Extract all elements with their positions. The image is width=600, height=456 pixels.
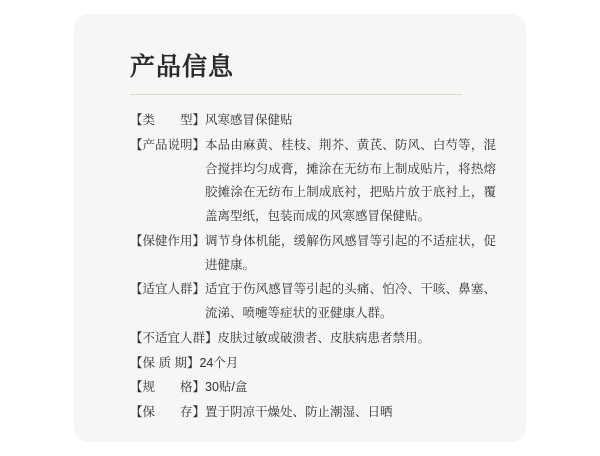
info-row-value: 置于阴凉干燥处、防止潮湿、日晒	[205, 405, 393, 419]
page-title: 产品信息	[130, 53, 235, 81]
info-row	[130, 134, 496, 229]
info-row	[130, 376, 496, 400]
info-row	[130, 401, 496, 425]
info-row	[130, 230, 496, 278]
info-row-label: 【适宜人群】	[130, 282, 206, 297]
info-rows	[130, 109, 496, 425]
info-row-value: 适宜于伤风感冒等引起的头痛、怕冷、干咳、鼻塞、流涕、喷嚏等症状的亚健康人群。	[205, 282, 496, 320]
info-row-label: 【产品说明】	[130, 137, 206, 152]
info-row-label: 【类 型】	[130, 113, 206, 127]
info-row-label: 【保 存】	[130, 405, 206, 419]
info-row	[130, 109, 496, 133]
card-content	[130, 52, 496, 426]
info-row-value: 风寒感冒保健贴	[205, 113, 293, 127]
info-row-label: 【保健作用】	[130, 233, 206, 248]
info-row	[130, 352, 496, 376]
info-row	[130, 278, 496, 326]
info-row-label: 【保 质 期】	[130, 355, 200, 370]
info-row-label: 【规 格】	[130, 380, 206, 395]
info-row-value: 皮肤过敏或破溃者、皮肤病患者禁用。	[217, 330, 431, 345]
title-divider	[130, 94, 462, 95]
info-row-value: 30贴/盒	[205, 380, 248, 395]
info-row-value: 本品由麻黄、桂枝、荆芥、黄芪、防风、白芍等，混合搅拌均匀成膏，摊涂在无纺布上制成贴片，将热熔胶摊涂在无纺布上制成底衬，把贴片放于底衬上，覆盖离型纸，包装而成的风寒感冒保健贴。	[205, 137, 496, 223]
info-row-value: 调节身体机能，缓解伤风感冒等引起的不适症状，促进健康。	[205, 233, 496, 272]
info-row-label: 【不适宜人群】	[130, 330, 218, 345]
info-row-value: 24个月	[199, 355, 239, 370]
info-card	[74, 14, 526, 442]
info-row	[130, 327, 496, 351]
